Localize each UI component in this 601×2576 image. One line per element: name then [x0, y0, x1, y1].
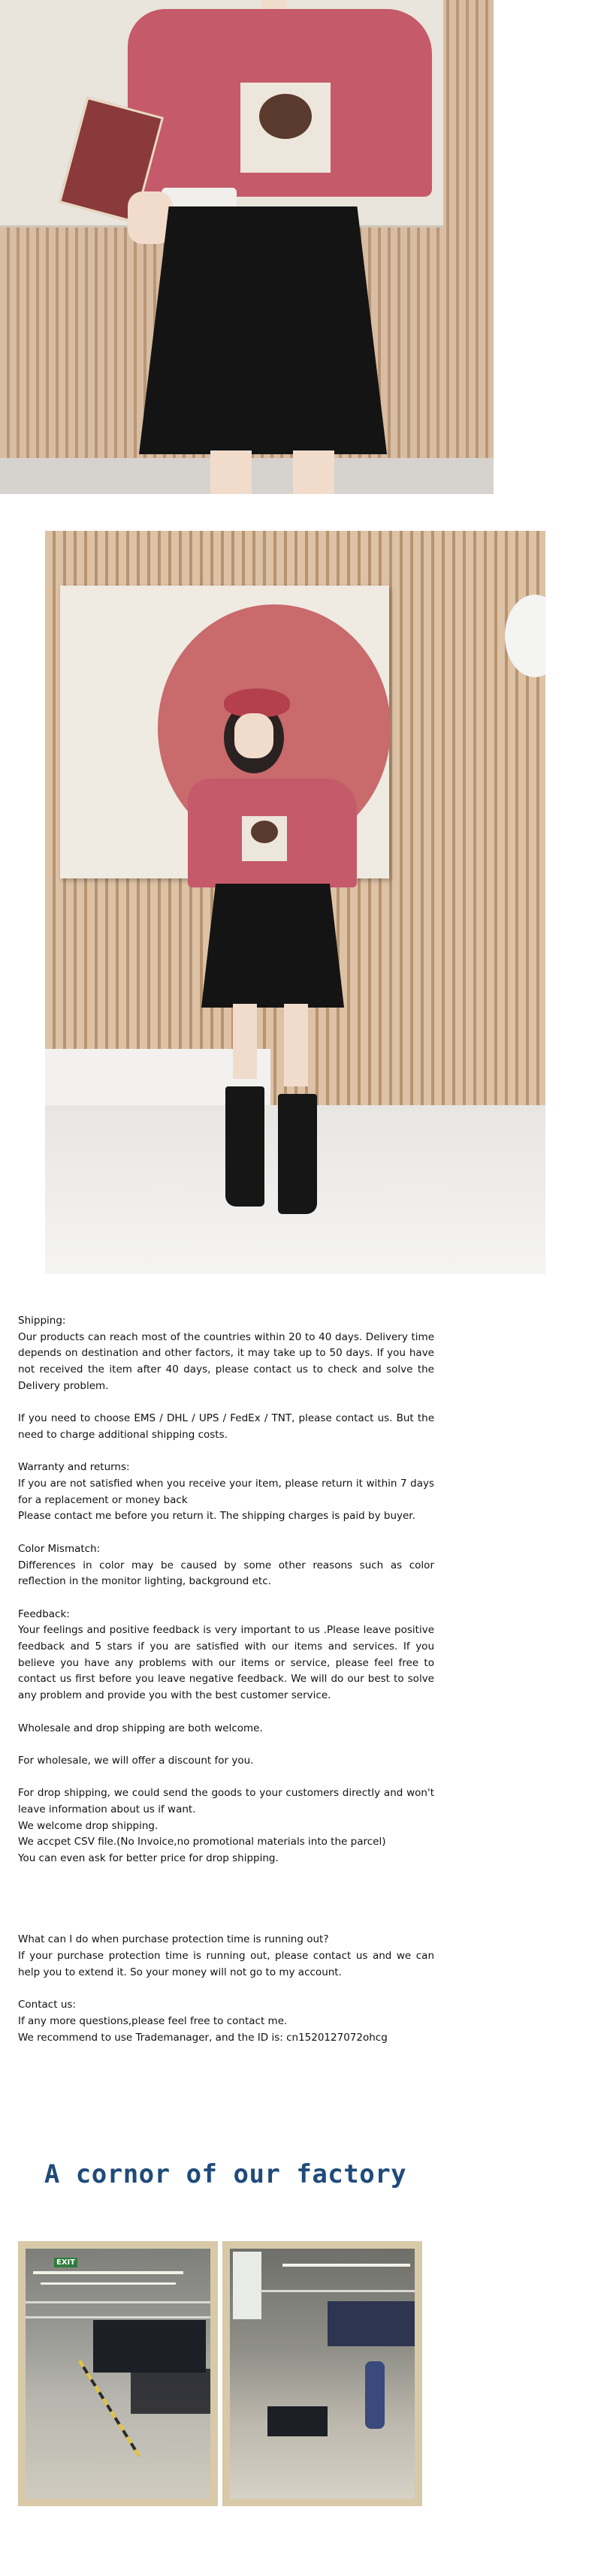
contact-line-1: If any more questions,please feel free to contact me. — [18, 2014, 288, 2027]
leg — [210, 450, 252, 494]
ceiling-light — [33, 2271, 183, 2274]
black-pleated-skirt — [139, 206, 387, 454]
dropship-line-3: We accpet CSV file.(No Invoice,no promotional materials into the parcel) — [18, 1836, 386, 1848]
feedback-title: Feedback: — [18, 1607, 70, 1620]
worker — [365, 2361, 385, 2429]
window — [233, 2252, 261, 2319]
print-figure-hair — [259, 94, 312, 139]
black-boot — [225, 1086, 264, 1207]
wholesale-discount: For wholesale, we will offer a discount for you. — [18, 1754, 254, 1767]
ceiling-light — [282, 2264, 410, 2267]
express-note: If you need to choose EMS / DHL / UPS / FedEx / TNT, please contact us. But the need to charge additional shipping costs. — [18, 1412, 434, 1441]
contact-line-2: We recommend to use Trademanager, and the ID is: cn1520127072ohcg — [18, 2031, 388, 2044]
feedback-body: Your feelings and positive feedback is very important to us .Please leave positive feedback and 5 stars if you are satisfied with our items and services. If you believe you have any problems with our items or service, please feel free to contact us first before you leave negative feedback. We will do our best to solve any problem and provide you with the best customer service. — [18, 1624, 434, 1702]
warranty-line-1: If you are not satisfied when you receive your item, please return it within 7 days for a replacement or money back — [18, 1478, 434, 1506]
black-boot — [278, 1094, 317, 1214]
hanging-clothes — [93, 2320, 206, 2373]
dropship-line-4: You can even ask for better price for drop shipping. — [18, 1852, 279, 1865]
shipping-title: Shipping: — [18, 1315, 66, 1327]
wholesale-welcome: Wholesale and drop shipping are both welcome. — [18, 1722, 263, 1734]
exit-sign: EXIT — [54, 2258, 77, 2267]
hanging-clothes — [131, 2369, 210, 2414]
leg — [284, 1004, 308, 1086]
store-policy-text — [18, 1313, 434, 2046]
contact-title: Contact us: — [18, 1999, 76, 2011]
warranty-title: Warranty and returns: — [18, 1461, 130, 1474]
print-figure-hair — [251, 821, 278, 843]
clothing-rail — [26, 2316, 210, 2318]
black-pleated-skirt — [201, 884, 344, 1008]
clothing-rail — [260, 2290, 415, 2292]
clothing-pile — [267, 2406, 328, 2436]
dropship-line-2: We welcome drop shipping. — [18, 1819, 159, 1832]
protection-question: What can I do when purchase protection time is running out? — [18, 1933, 329, 1946]
factory-photo-right — [222, 2241, 422, 2506]
leg — [233, 1004, 257, 1079]
dropship-line-1: For drop shipping, we could send the goods to your customers directly and won't leave information about us if want. — [18, 1787, 434, 1815]
hanging-clothes — [328, 2301, 415, 2346]
color-title: Color Mismatch: — [18, 1542, 101, 1555]
shipping-body: Our products can reach most of the countries within 20 to 40 days. Delivery time depends on destination and other factors, it may take up to 50 days. If you have not received the item after 40 days, please contact us to check and solve the Delivery problem. — [18, 1330, 434, 1392]
factory-photo-left — [18, 2241, 218, 2506]
clothing-rail — [26, 2301, 210, 2303]
color-body: Differences in color may be caused by some other reasons such as color reflection in the monitor lighting, background etc. — [18, 1559, 434, 1588]
ceiling-light — [41, 2282, 176, 2285]
face — [234, 713, 273, 758]
protection-answer: If your purchase protection time is running out, please contact us and we can help you to extend it. So your money will not go to my account. — [18, 1950, 434, 1978]
leg — [293, 450, 334, 494]
product-photo-middle — [45, 531, 545, 1274]
factory-heading: A cornor of our factory — [44, 2159, 407, 2189]
warranty-line-2: Please contact me before you return it. The shipping charges is paid by buyer. — [18, 1510, 415, 1523]
product-photo-top — [0, 0, 494, 494]
